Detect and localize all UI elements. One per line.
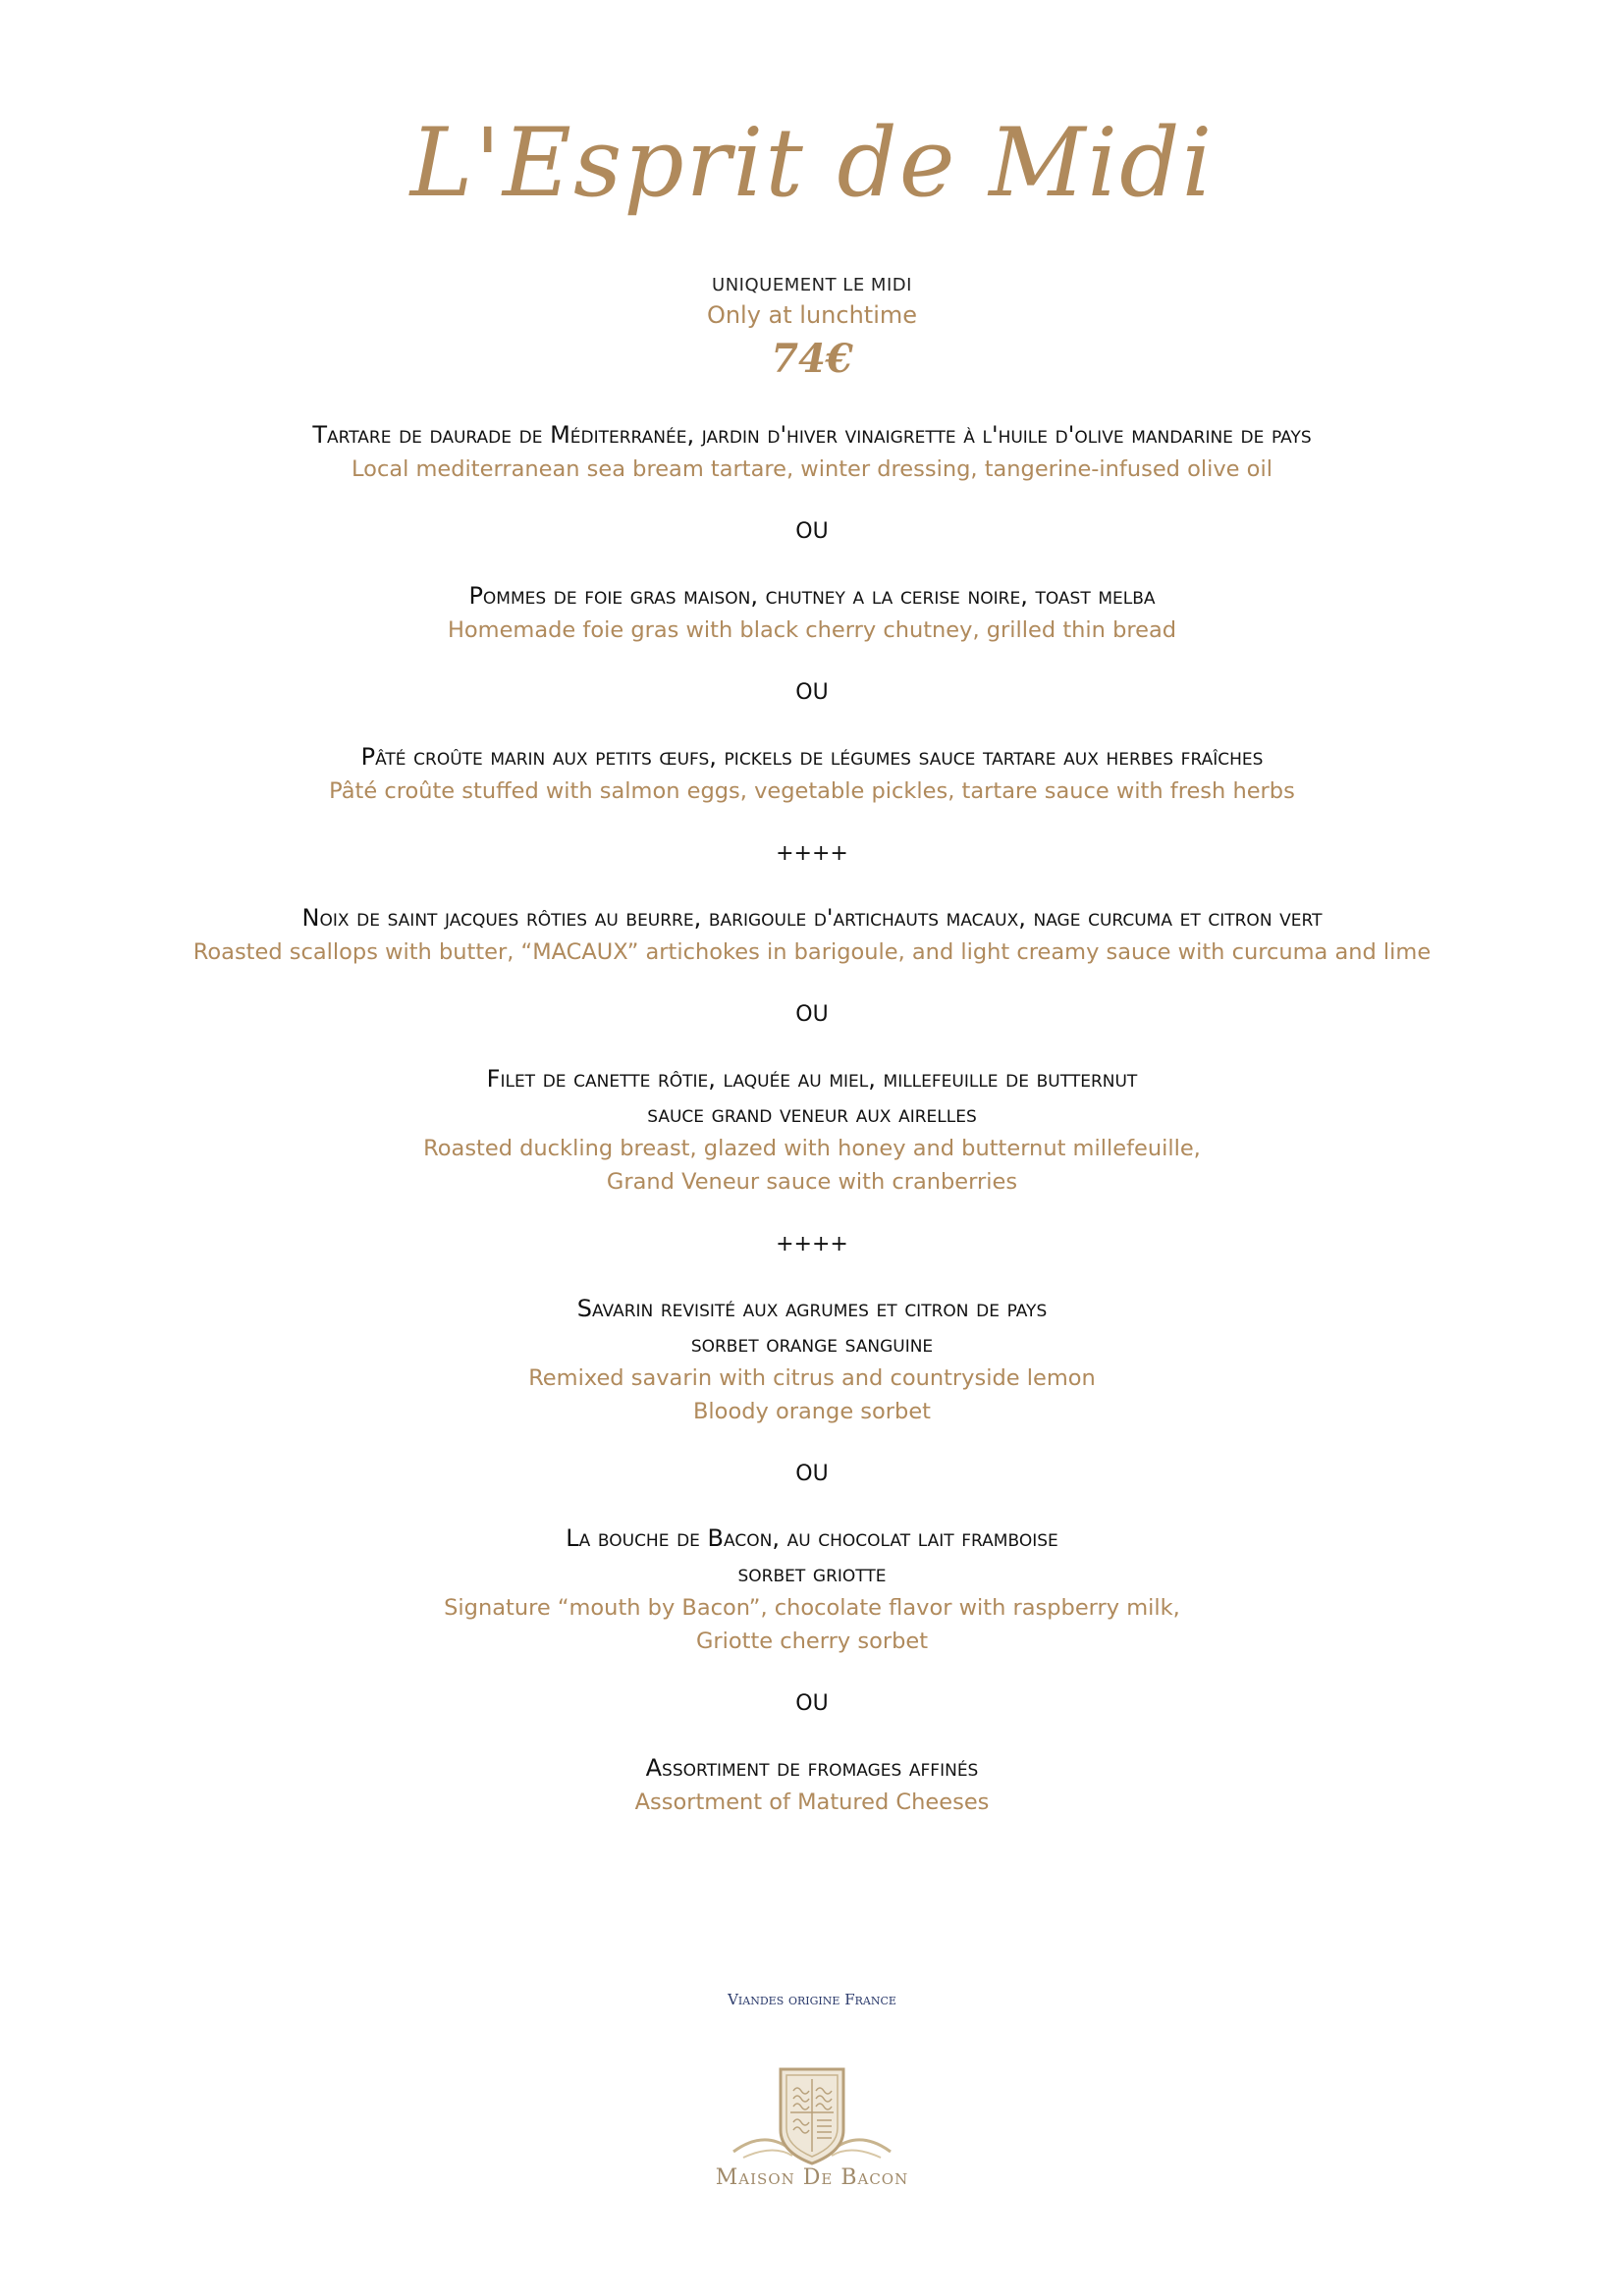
or-separator: OU (795, 1691, 829, 1716)
dish-sorbet-en: Bloody orange sorbet (693, 1399, 931, 1424)
course-separator: ++++ (776, 841, 848, 866)
or-separator: OU (795, 519, 829, 544)
dessert-2 (0, 1521, 1624, 1658)
dish-name-fr: Filet de canette rôtie, laquée au miel, millefeuille de butternut (486, 1065, 1138, 1093)
main-2 (0, 1061, 1624, 1199)
dish-name-fr: Pâté croûte marin aux petits œufs, pickels de légumes sauce tartare aux herbes fraîches (360, 743, 1264, 771)
course-separator: ++++ (776, 1232, 848, 1256)
dish-name-en: Assortment of Matured Cheeses (634, 1789, 990, 1815)
lunch-only-label-en: Only at lunchtime (706, 301, 918, 329)
main-1 (0, 900, 1624, 969)
dessert-3 (0, 1750, 1624, 1819)
menu-title: L'Esprit de Midi (409, 108, 1215, 218)
dish-sorbet-fr: sorbet griotte (737, 1560, 887, 1587)
or-separator: OU (795, 1462, 829, 1486)
dish-name-fr: Assortiment de fromages affinés (645, 1754, 979, 1782)
starter-3 (0, 739, 1624, 808)
lunch-only-label: UNIQUEMENT LE MIDI (712, 275, 912, 295)
dish-sorbet-fr: sorbet orange sanguine (690, 1330, 934, 1358)
dessert-1 (0, 1291, 1624, 1428)
dish-name-fr: La bouche de Bacon, au chocolat lait framboise (566, 1524, 1058, 1552)
dish-name-fr: Tartare de daurade de Méditerranée, jardin d'hiver vinaigrette à l'huile d'olive mandarine de pays (312, 421, 1312, 449)
dish-name-en: Local mediterranean sea bream tartare, winter dressing, tangerine-infused olive oil (352, 456, 1272, 482)
dish-name-fr: Pommes de foie gras maison, chutney a la cerise noire, toast melba (468, 582, 1156, 610)
starter-1 (0, 417, 1624, 486)
or-separator: OU (795, 680, 829, 705)
or-separator: OU (795, 1002, 829, 1027)
dish-sauce-fr: sauce grand veneur aux airelles (647, 1100, 977, 1128)
dish-name-en: Pâté croûte stuffed with salmon eggs, vegetable pickles, tartare sauce with fresh herbs (329, 778, 1295, 804)
dish-name-en: Remixed savarin with citrus and countryside lemon (528, 1365, 1096, 1391)
dish-name-en: Roasted duckling breast, glazed with honey and butternut millefeuille, (423, 1136, 1201, 1161)
menu-courses (0, 417, 1624, 1819)
dish-sauce-en: Grand Veneur sauce with cranberries (606, 1169, 1018, 1195)
dish-sorbet-en: Griotte cherry sorbet (695, 1629, 929, 1654)
dish-name-en: Roasted scallops with butter, “MACAUX” artichokes in barigoule, and light creamy sauce with curcuma and lime (192, 939, 1432, 965)
brand-name: Maison De Bacon (715, 2165, 909, 2190)
dish-name-fr: Savarin revisité aux agrumes et citron de pays (576, 1295, 1048, 1322)
meat-origin-note: Viandes origine France (728, 1991, 896, 2008)
dish-name-en: Signature “mouth by Bacon”, chocolate flavor with raspberry milk, (444, 1595, 1180, 1621)
dish-name-en: Homemade foie gras with black cherry chutney, grilled thin bread (447, 617, 1177, 643)
dish-name-fr: Noix de saint jacques rôties au beurre, barigoule d'artichauts macaux, nage curcuma et citron vert (301, 904, 1323, 932)
starter-2 (0, 578, 1624, 647)
maison-de-bacon-logo-icon (724, 2061, 900, 2179)
menu-price: 74€ (771, 336, 853, 382)
